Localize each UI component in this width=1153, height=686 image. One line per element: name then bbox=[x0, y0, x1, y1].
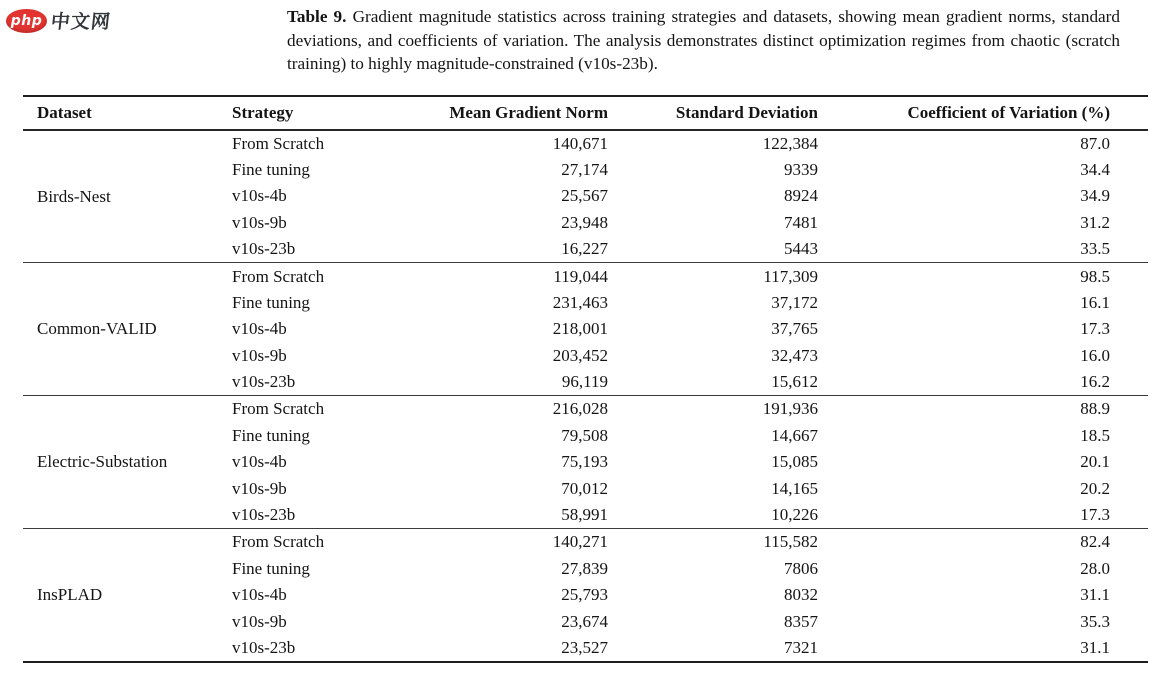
coefficient-of-variation-cell: 20.1 bbox=[1080, 452, 1110, 472]
standard-deviation-cell: 191,936 bbox=[762, 399, 818, 419]
strategy-cell: v10s-4b bbox=[232, 585, 287, 605]
column-header-dataset: Dataset bbox=[37, 103, 92, 122]
strategy-cell: Fine tuning bbox=[232, 558, 310, 578]
mean-gradient-norm-cell: 23,674 bbox=[561, 611, 608, 631]
strategy-cell: v10s-23b bbox=[232, 239, 296, 259]
mean-gradient-norm-cell: 203,452 bbox=[552, 346, 608, 366]
coefficient-of-variation-cell: 87.0 bbox=[1080, 133, 1110, 153]
dataset-group bbox=[23, 396, 1148, 529]
strategy-cell: Fine tuning bbox=[232, 425, 310, 445]
strategy-cell: Fine tuning bbox=[232, 159, 310, 179]
table-header-row bbox=[23, 96, 1148, 130]
coefficient-of-variation-cell: 33.5 bbox=[1080, 239, 1110, 259]
strategy-cell: From Scratch bbox=[232, 399, 325, 419]
mean-gradient-norm-cell: 23,948 bbox=[561, 213, 608, 233]
standard-deviation-cell: 7806 bbox=[784, 558, 818, 578]
mean-gradient-norm-cell: 216,028 bbox=[552, 399, 608, 419]
coefficient-of-variation-cell: 35.3 bbox=[1080, 611, 1110, 631]
strategy-cell: v10s-9b bbox=[232, 213, 287, 233]
standard-deviation-cell: 7321 bbox=[784, 638, 818, 658]
mean-gradient-norm-cell: 119,044 bbox=[553, 266, 608, 286]
mean-gradient-norm-cell: 75,193 bbox=[561, 452, 608, 472]
standard-deviation-cell: 117,309 bbox=[763, 266, 818, 286]
dataset-group bbox=[23, 263, 1148, 396]
dataset-name-cell: Electric-Substation bbox=[37, 452, 168, 472]
gradient-statistics-table bbox=[23, 95, 1148, 663]
mean-gradient-norm-cell: 218,001 bbox=[552, 319, 608, 339]
table-caption-text: Gradient magnitude statistics across training strategies and datasets, showing mean gradient norms, standard deviations, and coefficients of variation. The analysis demonstrates distinct optimization regimes from chaotic (scratch training) to highly magnitude-constrained (v10s-23b). bbox=[287, 7, 1120, 74]
mean-gradient-norm-cell: 16,227 bbox=[561, 239, 608, 259]
mean-gradient-norm-cell: 27,839 bbox=[561, 558, 608, 578]
strategy-cell: v10s-23b bbox=[232, 372, 296, 392]
mean-gradient-norm-cell: 140,671 bbox=[552, 133, 608, 153]
column-header-standard-deviation: Standard Deviation bbox=[675, 103, 818, 122]
coefficient-of-variation-cell: 16.1 bbox=[1080, 292, 1110, 312]
standard-deviation-cell: 15,085 bbox=[771, 452, 818, 472]
mean-gradient-norm-cell: 140,271 bbox=[552, 532, 608, 552]
mean-gradient-norm-cell: 25,567 bbox=[561, 186, 608, 206]
coefficient-of-variation-cell: 82.4 bbox=[1080, 532, 1110, 552]
standard-deviation-cell: 5443 bbox=[784, 239, 818, 259]
standard-deviation-cell: 7481 bbox=[784, 213, 818, 233]
coefficient-of-variation-cell: 31.1 bbox=[1080, 638, 1110, 658]
table-row bbox=[23, 130, 1148, 157]
standard-deviation-cell: 9339 bbox=[784, 159, 818, 179]
table-row bbox=[23, 529, 1148, 556]
strategy-cell: From Scratch bbox=[232, 532, 325, 552]
coefficient-of-variation-cell: 20.2 bbox=[1080, 479, 1110, 499]
dataset-name-cell: Birds-Nest bbox=[37, 186, 111, 206]
strategy-cell: v10s-4b bbox=[232, 452, 287, 472]
coefficient-of-variation-cell: 34.4 bbox=[1080, 159, 1110, 179]
strategy-cell: Fine tuning bbox=[232, 292, 310, 312]
strategy-cell: v10s-9b bbox=[232, 346, 287, 366]
standard-deviation-cell: 37,765 bbox=[771, 319, 818, 339]
mean-gradient-norm-cell: 27,174 bbox=[561, 159, 608, 179]
mean-gradient-norm-cell: 79,508 bbox=[561, 425, 608, 445]
coefficient-of-variation-cell: 16.2 bbox=[1080, 372, 1110, 392]
dataset-group bbox=[23, 130, 1148, 263]
coefficient-of-variation-cell: 88.9 bbox=[1080, 399, 1110, 419]
strategy-cell: v10s-23b bbox=[232, 505, 296, 525]
coefficient-of-variation-cell: 31.2 bbox=[1080, 213, 1110, 233]
coefficient-of-variation-cell: 28.0 bbox=[1080, 558, 1110, 578]
dataset-name-cell: Common-VALID bbox=[37, 319, 157, 339]
coefficient-of-variation-cell: 31.1 bbox=[1080, 585, 1110, 605]
logo-site-text: 中文网 bbox=[49, 11, 113, 33]
column-header-mean-gradient-norm: Mean Gradient Norm bbox=[449, 103, 608, 122]
standard-deviation-cell: 115,582 bbox=[763, 532, 818, 552]
coefficient-of-variation-cell: 16.0 bbox=[1080, 346, 1110, 366]
mean-gradient-norm-cell: 231,463 bbox=[552, 292, 608, 312]
coefficient-of-variation-cell: 17.3 bbox=[1080, 505, 1110, 525]
strategy-cell: From Scratch bbox=[232, 266, 325, 286]
table-row bbox=[23, 396, 1148, 423]
standard-deviation-cell: 8032 bbox=[784, 585, 818, 605]
standard-deviation-cell: 37,172 bbox=[771, 292, 818, 312]
php-logo-icon: php bbox=[6, 9, 47, 33]
standard-deviation-cell: 32,473 bbox=[771, 346, 818, 366]
strategy-cell: v10s-4b bbox=[232, 319, 287, 339]
column-header-coefficient-of-variation: Coefficient of Variation (%) bbox=[907, 103, 1110, 122]
table-caption-label: Table 9. bbox=[287, 7, 347, 26]
strategy-cell: v10s-9b bbox=[232, 479, 287, 499]
dataset-name-cell: InsPLAD bbox=[37, 585, 103, 605]
table-header bbox=[23, 96, 1148, 130]
standard-deviation-cell: 122,384 bbox=[762, 133, 818, 153]
dataset-group bbox=[23, 529, 1148, 662]
coefficient-of-variation-cell: 34.9 bbox=[1080, 186, 1110, 206]
coefficient-of-variation-cell: 17.3 bbox=[1080, 319, 1110, 339]
mean-gradient-norm-cell: 25,793 bbox=[561, 585, 608, 605]
mean-gradient-norm-cell: 70,012 bbox=[561, 479, 608, 499]
column-header-strategy: Strategy bbox=[232, 103, 294, 122]
standard-deviation-cell: 14,165 bbox=[771, 479, 818, 499]
standard-deviation-cell: 8357 bbox=[784, 611, 818, 631]
standard-deviation-cell: 15,612 bbox=[771, 372, 818, 392]
strategy-cell: v10s-23b bbox=[232, 638, 296, 658]
mean-gradient-norm-cell: 96,119 bbox=[561, 372, 608, 392]
mean-gradient-norm-cell: 23,527 bbox=[561, 638, 608, 658]
mean-gradient-norm-cell: 58,991 bbox=[561, 505, 608, 525]
strategy-cell: From Scratch bbox=[232, 133, 325, 153]
coefficient-of-variation-cell: 18.5 bbox=[1080, 425, 1110, 445]
standard-deviation-cell: 8924 bbox=[784, 186, 818, 206]
coefficient-of-variation-cell: 98.5 bbox=[1080, 266, 1110, 286]
strategy-cell: v10s-4b bbox=[232, 186, 287, 206]
standard-deviation-cell: 10,226 bbox=[771, 505, 818, 525]
strategy-cell: v10s-9b bbox=[232, 611, 287, 631]
standard-deviation-cell: 14,667 bbox=[771, 425, 818, 445]
table-caption bbox=[287, 5, 1120, 76]
table-row bbox=[23, 263, 1148, 290]
php-cn-logo bbox=[6, 7, 111, 34]
